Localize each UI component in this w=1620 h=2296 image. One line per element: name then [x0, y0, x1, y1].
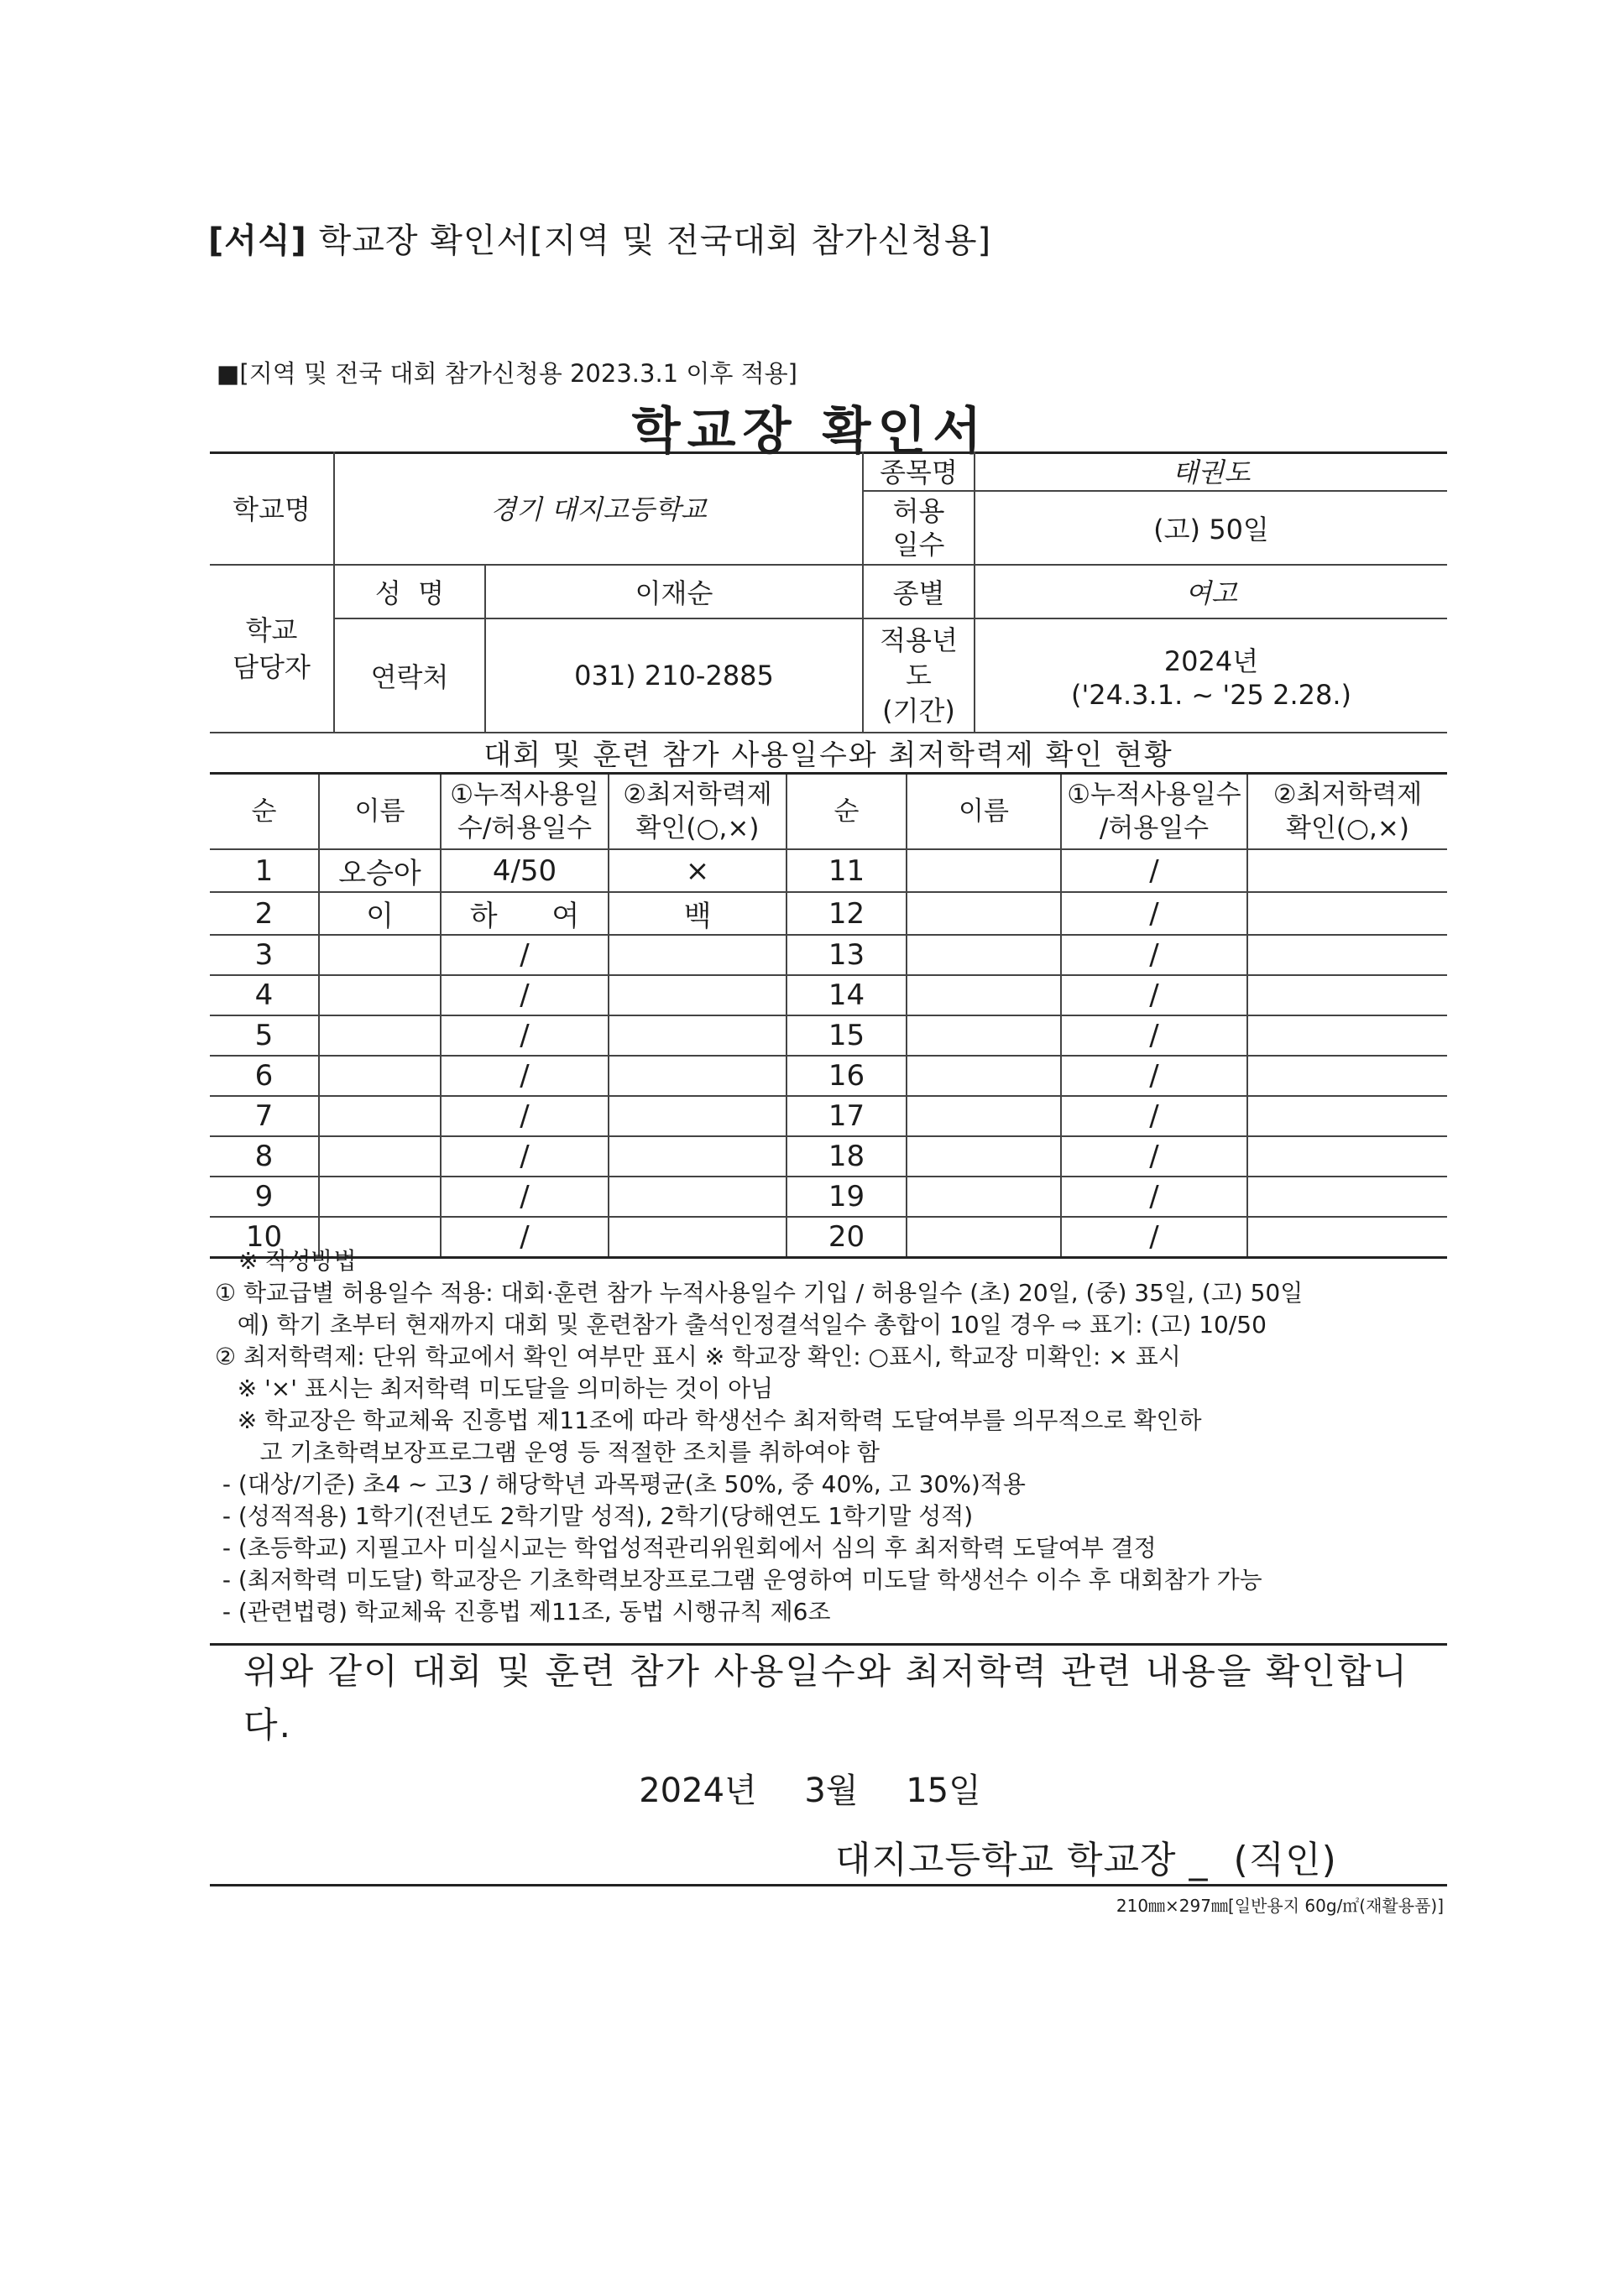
row-name [319, 935, 441, 975]
note-line: - (초등학교) 지필고사 미실시교는 학업성적관리위원회에서 심의 후 최저학력 도달여부 결정 [215, 1534, 1157, 1562]
header-min: ②최저학력제 확인(○,×) [609, 774, 786, 850]
period-year: 2024년 [1163, 645, 1259, 677]
name-label: 성 명 [334, 565, 485, 618]
row-no-2: 14 [786, 975, 907, 1015]
sport-label: 종목명 [863, 451, 975, 491]
row-name-2 [907, 935, 1061, 975]
row-name-2 [907, 849, 1061, 892]
row-min [609, 1096, 786, 1136]
table-row [210, 935, 1447, 975]
form-label: [서식] [208, 222, 307, 260]
row-no-2: 12 [786, 892, 907, 935]
row-min [609, 1056, 786, 1096]
row-min-2 [1247, 935, 1447, 975]
row-days-2: / [1061, 849, 1247, 892]
contact-value: 031) 210-2885 [485, 618, 863, 733]
row-min [609, 1015, 786, 1056]
note-line: - (최저학력 미도달) 학교장은 기초학력보장프로그램 운영하여 미도달 학생선수 이수 후 대회참가 가능 [215, 1566, 1262, 1594]
row-name [319, 1015, 441, 1056]
form-heading [208, 214, 991, 262]
note-line: - (성적적용) 1학기(전년도 2학기말 성적), 2학기(당해연도 1학기말 성적) [215, 1502, 974, 1530]
row-no: 10 [210, 1217, 319, 1258]
row-days-2: / [1061, 1015, 1247, 1056]
row-days-2: / [1061, 892, 1247, 935]
section-title: 대회 및 훈련 참가 사용일수와 최저학력제 확인 현황 [483, 738, 1173, 772]
row-name-2 [907, 1177, 1061, 1217]
gender-value: 여고 [975, 565, 1447, 618]
confirmation-text: 위와 같이 대회 및 훈련 참가 사용일수와 최저학력 관련 내용을 확인합니다. [243, 1651, 1409, 1745]
gender-label: 종별 [863, 565, 975, 618]
table-row [210, 849, 1447, 892]
row-no: 2 [210, 892, 319, 935]
row-name-2 [907, 1015, 1061, 1056]
row-min-2 [1247, 892, 1447, 935]
row-min-2 [1247, 1177, 1447, 1217]
row-min [609, 1177, 786, 1217]
allowed-days-value: (고) 50일 [975, 491, 1447, 565]
header-name-2: 이름 [907, 774, 1061, 850]
manager-label: 학교 담당자 [210, 565, 334, 733]
table-row [210, 892, 1447, 935]
row-no-2: 19 [786, 1177, 907, 1217]
row-days-2: / [1061, 975, 1247, 1015]
table-row [210, 1056, 1447, 1096]
table-row [210, 1096, 1447, 1136]
note-line: - (관련법령) 학교체육 진흥법 제11조, 동법 시행규칙 제6조 [215, 1598, 831, 1625]
row-no-2: 18 [786, 1136, 907, 1177]
note-line: ※ 작성방법 [238, 1247, 357, 1275]
row-days-2: / [1061, 1096, 1247, 1136]
row-name [319, 975, 441, 1015]
row-days: / [441, 935, 609, 975]
row-no-2: 15 [786, 1015, 907, 1056]
row-name [319, 1096, 441, 1136]
header-no: 순 [210, 774, 319, 850]
footer-divider [210, 1884, 1447, 1886]
row-days-2: / [1061, 935, 1247, 975]
paper-spec: 210㎜×297㎜[일반용지 60g/㎡(재활용품)] [1116, 1896, 1444, 1916]
row-no-2: 17 [786, 1096, 907, 1136]
row-days-2: / [1061, 1217, 1247, 1258]
note-line: 예) 학기 초부터 현재까지 대회 및 훈련참가 출석인정결석일수 총합이 10일 경우 ⇨ 표기: (고) 10/50 [215, 1311, 1267, 1338]
row-days-2: / [1061, 1056, 1247, 1096]
table-row [210, 1136, 1447, 1177]
row-no: 4 [210, 975, 319, 1015]
principal-signature: 대지고등학교 학교장 _ (직인) [835, 1839, 1337, 1881]
row-name-2 [907, 892, 1061, 935]
row-no: 1 [210, 849, 319, 892]
header-days-2: ①누적사용일수 /허용일수 [1061, 774, 1247, 850]
row-days: / [441, 1056, 609, 1096]
row-min [609, 1136, 786, 1177]
header-days: ①누적사용일 수/허용일수 [441, 774, 609, 850]
row-name-2 [907, 1136, 1061, 1177]
header-min-2: ②최저학력제 확인(○,×) [1247, 774, 1447, 850]
row-min [609, 935, 786, 975]
row-name-2 [907, 975, 1061, 1015]
form-heading-text: 학교장 확인서[지역 및 전국대회 참가신청용] [318, 222, 992, 260]
row-days: / [441, 1136, 609, 1177]
note-line: - (대상/기준) 초4 ~ 고3 / 해당학년 과목평균(초 50%, 중 40%, 고 30%)적용 [215, 1470, 1026, 1498]
row-min-2 [1247, 1096, 1447, 1136]
row-min-2 [1247, 1056, 1447, 1096]
row-no: 3 [210, 935, 319, 975]
school-value: 경기 대지고등학교 [334, 451, 863, 565]
row-days-2: / [1061, 1177, 1247, 1217]
row-min: × [609, 849, 786, 892]
name-value: 이재순 [485, 565, 863, 618]
row-days-2: / [1061, 1136, 1247, 1177]
instructions [215, 1245, 1457, 1628]
row-no: 5 [210, 1015, 319, 1056]
school-label: 학교명 [210, 451, 334, 565]
row-name [319, 1136, 441, 1177]
row-min-2 [1247, 849, 1447, 892]
period-label: 적용년 도 (기간) [863, 618, 975, 733]
row-days: / [441, 975, 609, 1015]
date-month: 3월 [804, 1772, 859, 1810]
row-days: 하 여 [441, 892, 609, 935]
row-days: / [441, 1096, 609, 1136]
contact-label: 연락처 [334, 618, 485, 733]
row-min: 백 [609, 892, 786, 935]
row-name [319, 1056, 441, 1096]
row-days: / [441, 1177, 609, 1217]
header-no-2: 순 [786, 774, 907, 850]
sport-value: 태권도 [975, 451, 1447, 491]
row-min [609, 975, 786, 1015]
row-days: 4/50 [441, 849, 609, 892]
row-name-2 [907, 1056, 1061, 1096]
document-title: 학교장 확인서 [631, 402, 989, 461]
table-row [210, 1177, 1447, 1217]
allowed-days-label: 허용 일수 [863, 491, 975, 565]
note-line: ② 최저학력제: 단위 학교에서 확인 여부만 표시 ※ 학교장 확인: ○표시, 학교장 미확인: × 표시 [215, 1343, 1181, 1370]
period-range: ('24.3.1. ~ '25 2.28.) [1071, 679, 1351, 711]
table-row [210, 975, 1447, 1015]
note-line: 고 기초학력보장프로그램 운영 등 적절한 조치를 취하여야 함 [215, 1438, 880, 1466]
row-name [319, 1177, 441, 1217]
date-year: 2024년 [639, 1772, 757, 1810]
header-name: 이름 [319, 774, 441, 850]
row-no-2: 16 [786, 1056, 907, 1096]
row-days: / [441, 1217, 609, 1258]
row-min-2 [1247, 1136, 1447, 1177]
row-min-2 [1247, 1015, 1447, 1056]
row-no-2: 20 [786, 1217, 907, 1258]
standard-note: ■[지역 및 전국 대회 참가신청용 2023.3.1 이후 적용] [217, 359, 797, 388]
note-line: ① 학교급별 허용일수 적용: 대회·훈련 참가 누적사용일수 기입 / 허용일수 (초) 20일, (중) 35일, (고) 50일 [215, 1279, 1304, 1307]
table-header-row [210, 774, 1447, 850]
issue-date [0, 1764, 1620, 1812]
table-row [210, 1015, 1447, 1056]
row-no: 6 [210, 1056, 319, 1096]
row-name: 이 [319, 892, 441, 935]
note-line: ※ 학교장은 학교체육 진흥법 제11조에 따라 학생선수 최저학력 도달여부를 의무적으로 확인하 [215, 1406, 1202, 1434]
row-days: / [441, 1015, 609, 1056]
row-name: 오승아 [319, 849, 441, 892]
usage-table [210, 772, 1447, 1259]
row-name-2 [907, 1096, 1061, 1136]
period-value [975, 618, 1447, 733]
row-no: 9 [210, 1177, 319, 1217]
row-no: 8 [210, 1136, 319, 1177]
note-line: ※ '×' 표시는 최저학력 미도달을 의미하는 것이 아님 [215, 1375, 774, 1402]
date-day: 15일 [906, 1772, 981, 1810]
row-no: 7 [210, 1096, 319, 1136]
row-no-2: 13 [786, 935, 907, 975]
row-min-2 [1247, 975, 1447, 1015]
info-table [210, 451, 1447, 733]
row-no-2: 11 [786, 849, 907, 892]
